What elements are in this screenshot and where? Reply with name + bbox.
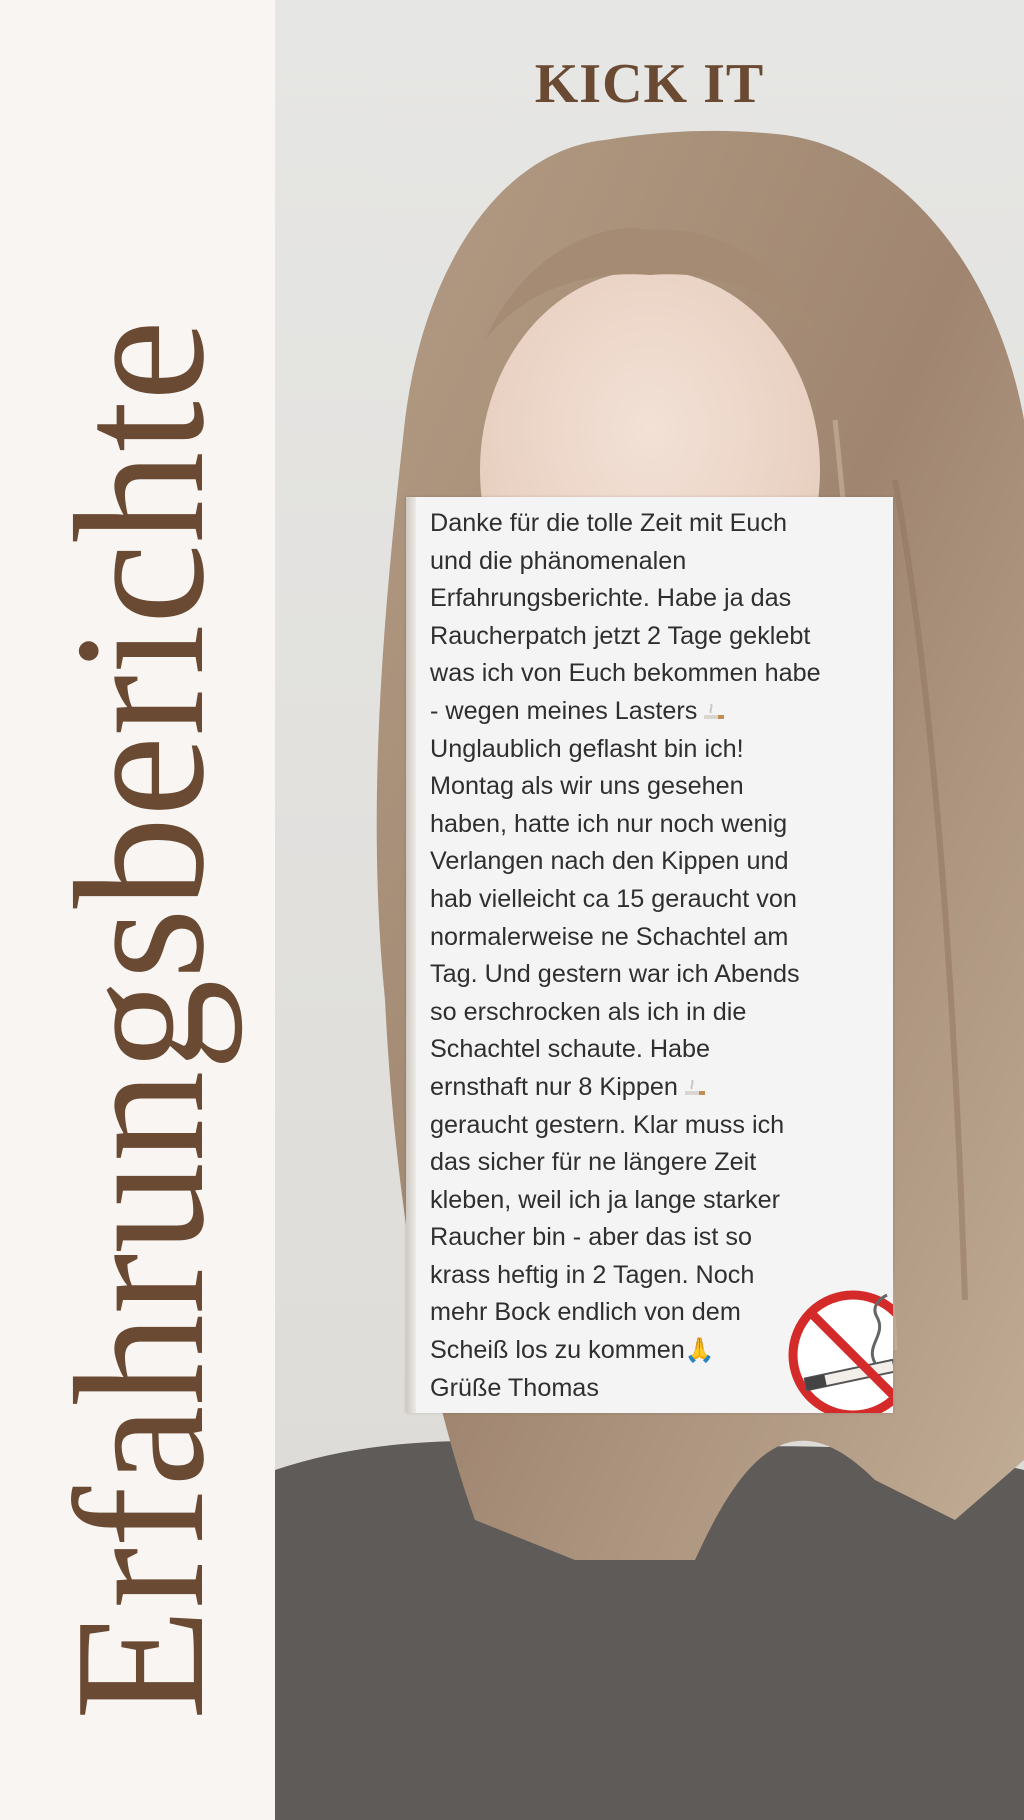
testimonial-line: so erschrocken als ich in die: [430, 997, 747, 1026]
testimonial-line: Erfahrungsberichte. Habe ja das: [430, 584, 792, 613]
testimonial-line: Montag als wir uns gesehen: [430, 772, 744, 801]
testimonial-line: Unglaublich geflasht bin ich!: [430, 734, 744, 763]
vertical-title: Erfahrungsberichte: [37, 294, 243, 1720]
testimonial-line: Raucherpatch jetzt 2 Tage geklebt: [430, 621, 811, 650]
testimonial-line: Danke für die tolle Zeit mit Euch: [430, 509, 787, 537]
testimonial-line: mehr Bock endlich von dem: [430, 1298, 741, 1327]
folded-hands-icon: 🙏: [684, 1337, 715, 1365]
vertical-title-svg: [0, 0, 275, 1820]
testimonial-line: das sicher für ne längere Zeit: [430, 1148, 757, 1177]
testimonial-line: Scheiß los zu kommen🙏: [430, 1332, 879, 1370]
testimonial-line: Grüße Thomas: [430, 1373, 599, 1402]
brand-title: KICK IT: [534, 53, 765, 115]
no-smoking-icon: [783, 1285, 893, 1413]
testimonial-line: ernsthaft nur 8 Kippen: [430, 1069, 879, 1107]
testimonial-line: und die phänomenalen: [430, 546, 687, 575]
testimonial-line: Raucher bin - aber das ist so: [430, 1223, 753, 1252]
testimonial-line: hab vielleicht ca 15 geraucht von: [430, 884, 797, 913]
testimonial-line: was ich von Euch bekommen habe: [430, 659, 821, 688]
testimonial-line: Tag. Und gestern war ich Abends: [430, 960, 800, 989]
cigarette-icon: [703, 702, 725, 722]
testimonial-line: Verlangen nach den Kippen und: [430, 847, 789, 876]
screenshot-edge: [406, 497, 416, 1413]
testimonial-line: kleben, weil ich ja lange starker: [430, 1185, 781, 1214]
testimonial-line: - wegen meines Lasters: [430, 693, 879, 731]
testimonial-line: normalerweise ne Schachtel am: [430, 922, 789, 951]
testimonial-line: geraucht gestern. Klar muss ich: [430, 1110, 785, 1139]
testimonial-line: krass heftig in 2 Tagen. Noch: [430, 1260, 755, 1289]
cigarette-icon: [684, 1078, 706, 1098]
left-panel: [0, 0, 275, 1820]
testimonial-card: [406, 497, 893, 1413]
testimonial-line: Schachtel schaute. Habe: [430, 1035, 711, 1064]
testimonial-line: haben, hatte ich nur noch wenig: [430, 809, 788, 838]
testimonial-text: [430, 505, 879, 1407]
